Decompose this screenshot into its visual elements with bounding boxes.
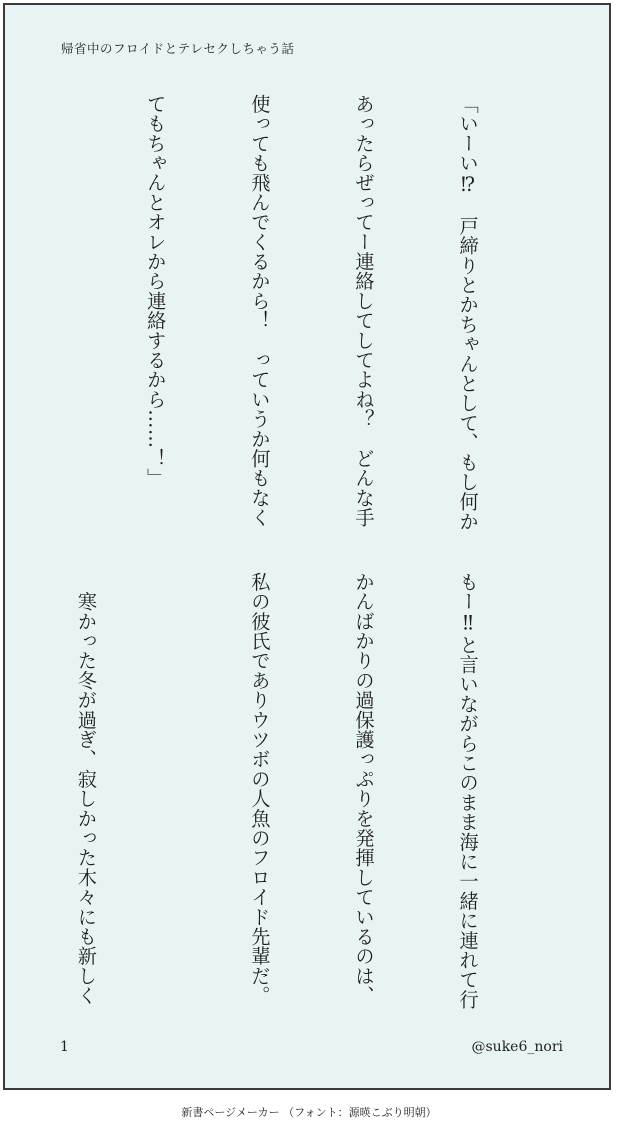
text-column: あったらぜってー連絡してしてよね？ どんな手 [352, 94, 376, 528]
text-column: 「いーい⁉ 戸締りとかちゃんとして、もし何か [456, 94, 480, 532]
text-column: てもちゃんとオレから連絡するから……！」 [144, 94, 168, 488]
text-column: 私の彼氏でありウツボの人魚のフロイド先輩だ。 [248, 572, 272, 1006]
text-column: 使っても飛んでくるから！ っていうか何もなく [248, 94, 272, 528]
text-block-top [84, 94, 554, 534]
footer-credit: 新書ページメーカー （フォント：源暎こぶり明朝） [181, 1106, 437, 1119]
text-block-bottom [74, 572, 554, 1010]
text-column: もー‼と言いながらこのまま海に一緒に連れて行 [456, 572, 480, 1010]
manuscript-page [3, 3, 611, 1090]
text-column: かんばかりの過保護っぷりを発揮しているのは、 [352, 572, 376, 1006]
text-column: 寒かった冬が過ぎ、寂しかった木々にも新しく [74, 572, 98, 1006]
page-title: 帰省中のフロイドとテレセクしちゃう話 [61, 41, 295, 56]
author-handle: @suke6_nori [471, 1039, 563, 1055]
page-number: 1 [60, 1039, 69, 1055]
